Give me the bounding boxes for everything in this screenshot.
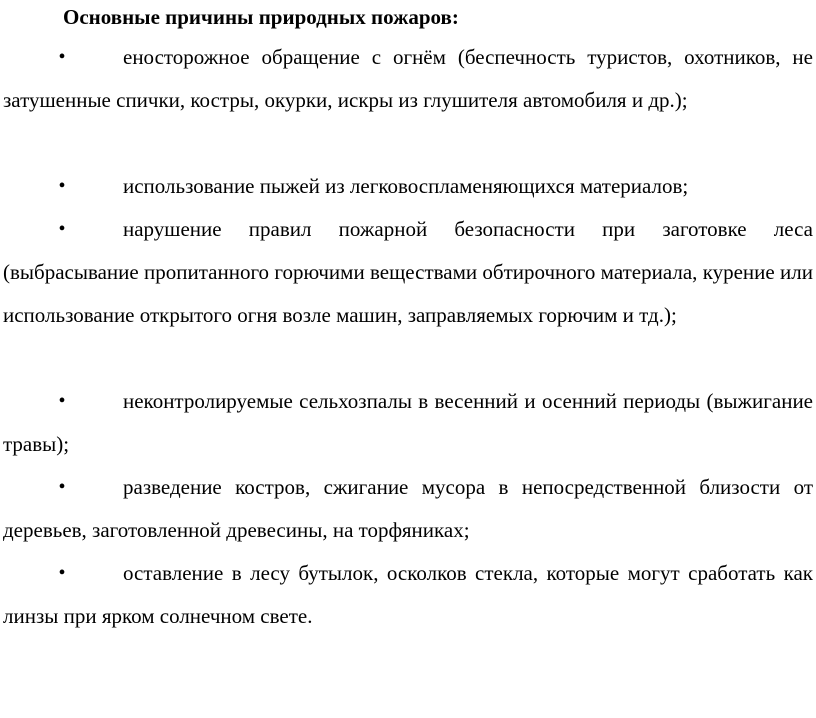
list-item: оставление в лесу бутылок, осколков стекла, которые могут сработать как линзы при ярком солнечном свете. [3, 561, 813, 628]
bullet-icon: • [58, 175, 66, 197]
bullet-icon: • [58, 476, 66, 498]
list-item: разведение костров, сжигание мусора в непосредственной близости от деревьев, заготовленной древесины, на торфяниках; [3, 475, 813, 542]
bullet-icon: • [58, 390, 66, 412]
list-item: еносторожное обращение с огнём (беспечность туристов, охотников, не затушенные спички, костры, окурки, искры из глушителя автомобиля и др.); [3, 45, 813, 112]
bullet-icon: • [58, 218, 66, 240]
bullet-icon: • [58, 562, 66, 584]
section-heading: Основные причины природных пожаров: [63, 5, 459, 29]
bullet-icon: • [58, 46, 66, 68]
list-item: неконтролируемые сельхозпалы в весенний и осенний периоды (выжигание травы); [3, 389, 813, 456]
list-item: нарушение правил пожарной безопасности при заготовке леса (выбрасывание пропитанного горючими веществами обтирочного материала, курение или использование открытого огня возле машин, заправляемых горючим и тд.); [3, 217, 813, 327]
list-item: использование пыжей из легковоспламеняющихся материалов; [123, 174, 689, 198]
